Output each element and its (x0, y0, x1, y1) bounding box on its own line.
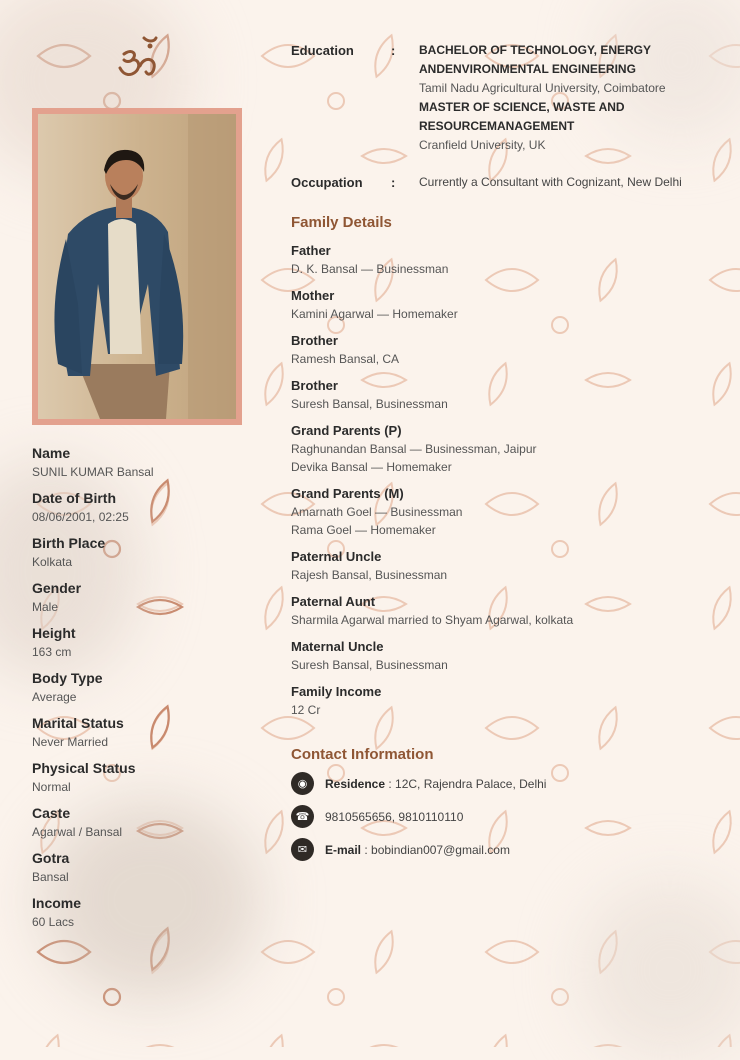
education-list (419, 41, 721, 155)
family-income (291, 682, 721, 719)
member-relation: Mother (291, 288, 335, 303)
field-caste (32, 804, 252, 841)
phone-icon: ☎ (291, 805, 314, 828)
member-relation: Maternal Uncle (291, 639, 384, 654)
contact-residence (291, 771, 721, 796)
family-member-paternal-aunt (291, 592, 721, 629)
field-value: Average (32, 690, 77, 704)
field-value: Normal (32, 780, 71, 794)
member-detail: D. K. Bansal — Businessman (291, 262, 449, 276)
profile-photo-frame (32, 108, 242, 425)
field-gotra (32, 849, 252, 886)
family-member-grandparents-maternal (291, 484, 721, 539)
field-label: Body Type (32, 670, 103, 686)
degree-institution: Tamil Nadu Agricultural University, Coimbatore (419, 81, 666, 95)
field-label: Gender (32, 580, 82, 596)
field-physical-status (32, 759, 252, 796)
field-birth-place (32, 534, 252, 571)
member-detail: Suresh Bansal, Businessman (291, 658, 448, 672)
field-label: Gotra (32, 850, 70, 866)
field-label: Physical Status (32, 760, 136, 776)
phone-value[interactable]: 9810565656, 9810110110 (325, 809, 464, 824)
email-text[interactable] (325, 843, 510, 857)
degree-title: ANDENVIRONMENTAL ENGINEERING (419, 62, 636, 76)
field-value: Agarwal / Bansal (32, 825, 123, 839)
family-member-paternal-uncle (291, 547, 721, 584)
degree-title: RESOURCEMANAGEMENT (419, 119, 575, 133)
member-detail: 12 Cr (291, 703, 321, 717)
profile-photo (38, 114, 236, 419)
occupation-section (291, 173, 721, 192)
family-member-brother (291, 376, 721, 413)
field-value: 163 cm (32, 645, 72, 659)
field-label: Birth Place (32, 535, 106, 551)
residence-separator: : (385, 776, 396, 791)
occupation-colon: : (391, 175, 396, 190)
member-relation: Brother (291, 378, 338, 393)
email-label: E-mail (325, 842, 362, 857)
education-label: Education (291, 43, 354, 58)
field-name (32, 444, 252, 481)
family-member-father (291, 241, 721, 278)
field-value: Kolkata (32, 555, 73, 569)
residence-label: Residence (325, 776, 386, 791)
family-member-maternal-uncle (291, 637, 721, 674)
field-label: Caste (32, 805, 71, 821)
family-member-grandparents-paternal (291, 421, 721, 476)
member-detail: Kamini Agarwal — Homemaker (291, 307, 458, 321)
family-details-title: Family Details (291, 214, 392, 231)
location-icon: ◉ (291, 772, 314, 795)
member-detail: Amarnath Goel — Businessman (291, 505, 463, 519)
contact-email (291, 837, 721, 862)
field-value: Never Married (32, 735, 109, 749)
field-income (32, 894, 252, 931)
member-detail: Raghunandan Bansal — Businessman, Jaipur (291, 442, 537, 456)
residence-text (325, 777, 546, 791)
member-relation: Paternal Uncle (291, 549, 382, 564)
member-relation: Family Income (291, 684, 382, 699)
email-separator: : (361, 842, 372, 857)
mail-icon: ✉ (291, 838, 314, 861)
right-column (291, 41, 721, 870)
contact-phone (291, 804, 721, 829)
member-detail: Suresh Bansal, Businessman (291, 397, 448, 411)
field-value: 60 Lacs (32, 915, 75, 929)
field-value: Bansal (32, 870, 69, 884)
field-value: Male (32, 600, 59, 614)
field-label: Marital Status (32, 715, 124, 731)
email-value[interactable]: bobindian007@gmail.com (371, 842, 510, 857)
residence-value: 12C, Rajendra Palace, Delhi (395, 776, 547, 791)
om-icon (116, 32, 160, 84)
field-height (32, 624, 252, 661)
degree-title: BACHELOR OF TECHNOLOGY, ENERGY (419, 43, 652, 57)
occupation-label: Occupation (291, 175, 363, 190)
degree-institution: Cranfield University, UK (419, 138, 546, 152)
field-label: Date of Birth (32, 490, 116, 506)
member-relation: Father (291, 243, 331, 258)
member-relation: Brother (291, 333, 338, 348)
field-marital-status (32, 714, 252, 751)
member-detail: Ramesh Bansal, CA (291, 352, 400, 366)
field-date-of-birth (32, 489, 252, 526)
member-relation: Grand Parents (P) (291, 423, 402, 438)
family-member-brother (291, 331, 721, 368)
field-value: SUNIL KUMAR Bansal (32, 465, 154, 479)
member-detail: Devika Bansal — Homemaker (291, 460, 452, 474)
education-colon: : (391, 43, 396, 58)
member-relation: Paternal Aunt (291, 594, 376, 609)
contact-information-title: Contact Information (291, 746, 434, 763)
education-section (291, 41, 721, 155)
field-body-type (32, 669, 252, 706)
field-gender (32, 579, 252, 616)
member-detail: Sharmila Agarwal married to Shyam Agarwal, kolkata (291, 613, 574, 627)
field-label: Height (32, 625, 76, 641)
field-label: Income (32, 895, 82, 911)
occupation-value: Currently a Consultant with Cognizant, New Delhi (419, 175, 682, 189)
member-detail: Rajesh Bansal, Businessman (291, 568, 448, 582)
field-label: Name (32, 445, 71, 461)
degree-title: MASTER OF SCIENCE, WASTE AND (419, 100, 625, 114)
member-detail: Rama Goel — Homemaker (291, 523, 436, 537)
member-relation: Grand Parents (M) (291, 486, 404, 501)
family-member-mother (291, 286, 721, 323)
personal-details (32, 444, 252, 939)
field-value: 08/06/2001, 02:25 (32, 510, 129, 524)
